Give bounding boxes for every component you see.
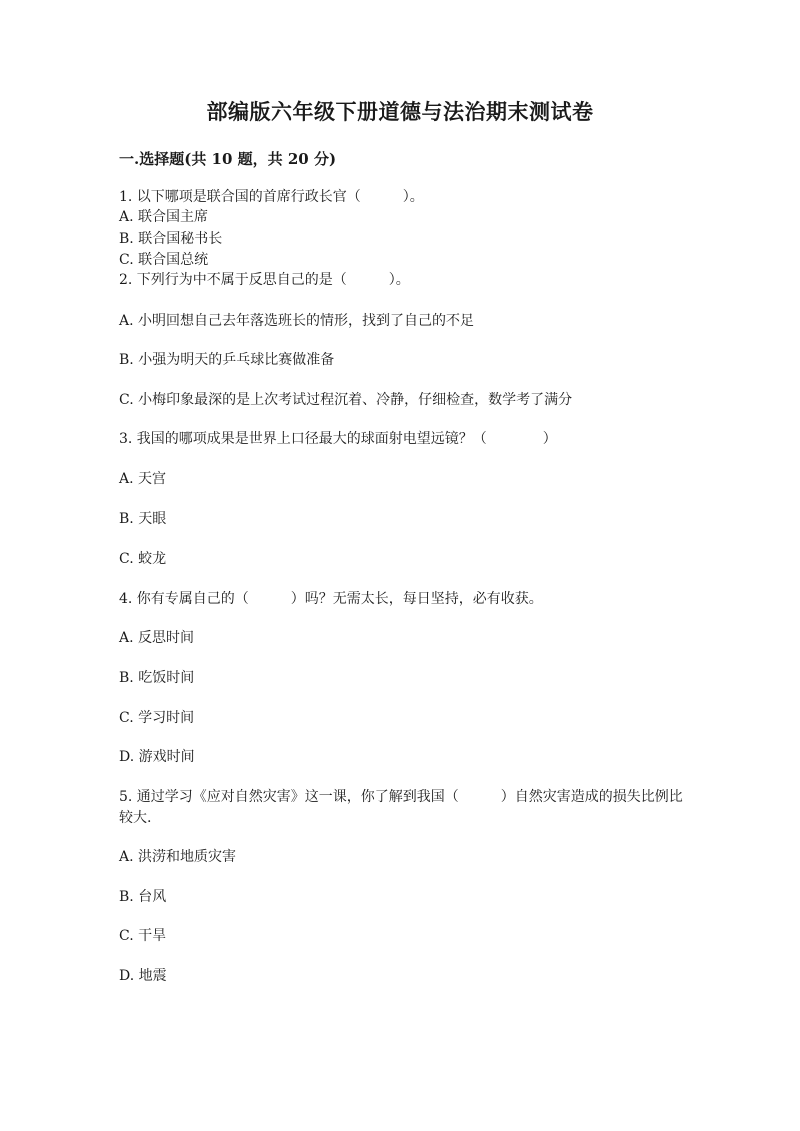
question-5-option-d: D. 地震 [119,968,167,984]
question-5-option-a: A. 洪涝和地质灾害 [119,849,237,865]
question-4-option-c: C. 学习时间 [119,710,195,726]
question-5-option-c: C. 干旱 [119,928,167,944]
question-2-option-c: C. 小梅印象最深的是上次考试过程沉着、冷静，仔细检查，数学考了满分 [119,392,573,408]
question-5-option-b: B. 台风 [119,889,167,905]
question-3-option-c: C. 蛟龙 [119,551,167,567]
question-4-option-a: A. 反思时间 [119,630,195,646]
question-4-stem: 4. 你有专属自己的（ ）吗？无需太长，每日坚持，必有收获。 [119,591,543,607]
question-1-option-b: B. 联合国秘书长 [119,231,223,247]
question-4-option-b: B. 吃饭时间 [119,670,195,686]
exam-title: 部编版六年级下册道德与法治期末测试卷 [206,99,594,124]
question-3-option-a: A. 天宫 [119,471,167,487]
question-1-option-c: C. 联合国总统 [119,252,209,268]
question-1-option-a: A. 联合国主席 [119,209,209,225]
question-3-option-b: B. 天眼 [119,511,167,527]
question-1-stem: 1. 以下哪项是联合国的首席行政长官（ ）。 [119,189,424,205]
question-3-stem: 3. 我国的哪项成果是世界上口径最大的球面射电望远镜？（ ） [119,431,557,447]
question-4-option-d: D. 游戏时间 [119,749,195,765]
question-2-option-a: A. 小明回想自己去年落选班长的情形，找到了自己的不足 [119,313,475,329]
question-5-stem: 5. 通过学习《应对自然灾害》这一课，你了解到我国（ ）自然灾害造成的损失比例比较大. [119,789,683,826]
section-heading: 一.选择题(共 10 题，共 20 分) [119,150,337,168]
question-2-stem: 2. 下列行为中不属于反思自己的是（ ）。 [119,272,410,288]
question-2-option-b: B. 小强为明天的乒乓球比赛做准备 [119,352,335,368]
